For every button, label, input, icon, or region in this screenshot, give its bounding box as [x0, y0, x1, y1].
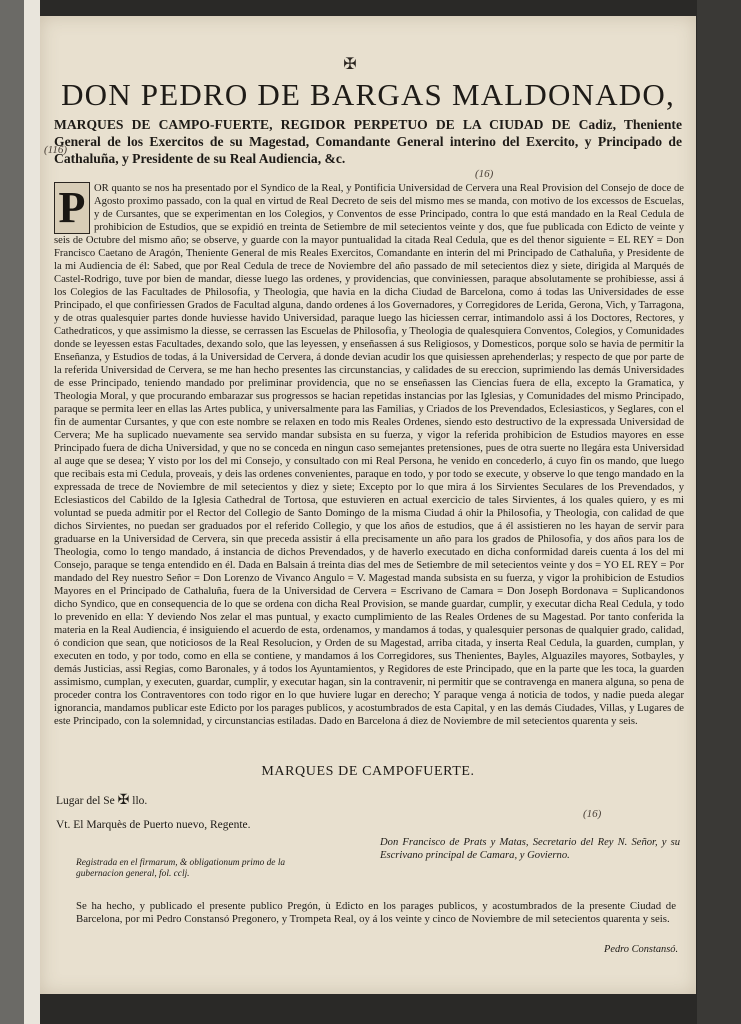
proclamation-note: Se ha hecho, y publicado el presente publico Pregón, ù Edicto en los parages publicos, y acostumbrados de la presente Ciudad de Barcelona, por mi Pedro Constansó Pregonero, y Trompeta Real, oy á los veinte y cinco de Noviembre de mil setecientos quarenta y seis. [76, 900, 676, 925]
archive-annotation: (116) [44, 144, 68, 156]
seal-icon: ✠ [117, 793, 130, 808]
edict-body [54, 182, 684, 728]
edict-body-text: OR quanto se nos ha presentado por el Syndico de la Real, y Pontificia Universidad de Cervera una Real Provision del Consejo de doce de Agosto proximo passado, con la qual en virtud de Real Decreto de seis del mismo mes se manda, con motivo de los excessos de Escuelas, y de Cursantes, que se experimentan en los Colegios, y Conventos de esse Principado, contra lo que está mandado en la Real Cedula de prohibicion de Estudios, que se expidió en treinta de Setiembre de mil setecientos veinte y dos, que fue publicada con Edicto de veinte y seis de Octubre del mismo año; se observe, y guarde con la mayor puntualidad la citada Real Cedula, que es del thenor siguiente = EL REY = Don Francisco Caetano de Aragón, Theniente General de mis Reales Exercitos, Comandante en interin del mi Principado de Cathaluña, y Presidente de la mi Audiencia de él: Sabed, que por Real Cedula de trece de Noviembre del año passado de mil setecientos diez y siete, dirigida al Marqués de Castel-Rodrigo, tuve por bien de mandar, diesse luego las ordenes, y providencias, que conviniessen, paraque absolutamente se prohibiesse, assi á los Colegios de las Facultades de Philosofia, y Theologia, que havia en la dicha Ciudad de Barcelona, como á todas las Universidades de esse Principado, el que confiriessen Grados de Facultad alguna, dando ordenes á los Governadores, y Corregidores de Lerida, Gerona, Vich, y Tarragona, y de otras qualesquier partes donde huviesse havido Universidad, paraque luego las hiciessen cerrar, intimandolo assi á los Doctores, Rectores, y Cathedraticos, y que assimismo la diesse, se cerrassen las Escuelas de Philosofia, y Theologia de qualesquiera Conventos, Colegios, y Comunidades donde se leyessen estas Facultades, dexando solo, que las leyessen, y enseñassen á sus Religiosos, y Domesticos, porque solo se havia de permitir la Enseñanza, y Estudios de todas, á la Universidad de Cervera, á donde devian acudir los que quisiessen aprehenderlas; y respecto de que por parte de la referida Universidad de Cervera, se me han hecho presentes las circunstancias, y calidades de su ereccion, suprimiendo las demás Universidades de esse Principado, teniendo mandado por preliminar providencia, que no se enseñassen las Ciencias fuera de ella, excepto la Gramatica, y Theologia Moral, y que procurando embarazar sus progressos se hacian repetidas instancias por las Iglesias, y Comunidades del mismo Principado, paraque se permita leer en ellas las Artes publica, y universalmente para las Familias, y Criados de los Prevendados, Eclesiasticos, y Seglares, con el fin de aumentar Cursantes, y que con este nombre se relaxen en todo mis Reales Ordenes, siendo esto destructivo de la expressada Universidad de Cervera; Me ha suplicado nuevamente sea servido mandar subsista en su fuerza, y vigor la referida prohibicion de Estudios mayores en esse Principado fuera de dicha Universidad, y que no se conceda en ningun caso semejantes pretensiones, pues de otra suerte no llegára esta Universidad al auge que se desea; Y visto por los del mi Consejo, y consultado con mi Real Persona, he venido en concederlo, á cuyo fin os mando, que luego que recibais esta mi Cedula, proveais, y deis las ordenes convenientes, paraque en todo, y por todo se execute, y observe lo que tengo mandado en la expressada de trece de Noviembre de mil setecientos y diez y siete; Excepto por lo que mira á los Sirvientes Seculares de los Prevendados, y Eclesiasticos del Cabildo de la Iglesia Cathedral de Tortosa, que estuvieren en actual exercicio de tales Sirvientes, á los quales quiero, y es mi voluntad se pueda admitir por el Rector del Collegio de Santo Domingo de la misma Ciudad á ohir la Philosofia, y Theologia, con calidad de que dichos Sirvientes, no puedan ser graduados por el referido Collegio, y que los años de estudios, que á él assistieren no les hayan de servir para graduarse en la Universidad de Cervera, sin que preceda assistir á ella precisamente un año para los grados de Philosofia, y dos años para los de Theologia, como lo tengo mandado, á instancia de dichos Prevendados, y de haverlo executado en dicha conformidad dareis cuenta á los del mi Consejo, paraque se tenga entendido en él. Dada en Balsain á treinta dias del mes de Setiembre de mil setecientos veinte y dos = YO EL REY = Por mandado del Rey nuestro Señor = Don Lorenzo de Vivanco Angulo = V. Magestad manda subsista en su fuerza, y vigor la prohibicion de Estudios Mayores en el Principado de Cathaluña, fuera de la Universidad de Cervera = Escrivano de Camara = Don Joseph Bordonava = Suplicandonos dicho Syndico, que en consequencia de lo que se ordena con dicha Real Provision, se mande guardar, cumplir, y executar dicha Real Cedula, y todo lo prevenido en ella: Y deviendo Nos zelar el mas puntual, y exacto cumplimiento de las Reales Ordenes de su Magestad. Por tanto conferida la materia en la Real Audiencia, é insiguiendo el acuerdo de esta, ordenamos, y mandamos á todas, y qualesquier personas de qualquier grado, calidad, ó condicion que sean, que noticiosos de la Real Resolucion, y Orden de su Magestad, arriba citada, y inserta Real Cedula, la guarden, cumplan, y executen en todo, y por todo, como en ella se contiene, y mandamos á los Corregidores, sus Thenientes, Bayles, Alguaziles mayores, Sotbayles, y demás Justicias, assi Regias, como Baronales, y á todos los Ayuntamientos, y Regidores de este Principado, que en la parte que les toca, la guarden assimismo, cumplan, y executen, guardar, cumplir, y executar hagan, sin la contravenir, ni permitir que se contravenga en manera alguna, so pena de proceder contra los Contraventores con todo rigor en lo que huviere lugar en derecho; Y paraque venga á noticia de todos, y nadie pueda alegar ignorancia, mandamos publicar este Edicto por los parages publicos, y acostumbrados de esta Capital, y en las demás Ciudades, Villas, y Lugares de este Principado, con la solemnidad, y circunstancias estiladas. Dado en Barcelona á diez de Noviembre de mil setecientos quarenta y seis. [54, 183, 684, 727]
registry-note: Registrada en el firmarum, & obligationum primo de la gubernacion general, fol. cclj. [76, 858, 286, 879]
archive-annotation: (16) [583, 808, 602, 820]
seal-place [56, 792, 147, 809]
secretary-line: Don Francisco de Prats y Matas, Secretario del Rey N. Señor, y su Escrivano principal de Camara, y Govierno. [380, 837, 680, 861]
document-title: DON PEDRO DE BARGAS MALDONADO, [61, 77, 675, 112]
seal-place-text-after: llo. [132, 795, 148, 807]
drop-cap: P [54, 182, 90, 234]
seal-place-text-before: Lugar del Se [56, 795, 115, 807]
crier-signature: Pedro Constansó. [604, 944, 679, 955]
adjacent-page-edge [24, 0, 40, 1024]
document-subtitle: MARQUES DE CAMPO-FUERTE, REGIDOR PERPETUO DE LA CIUDAD DE Cadiz, Theniente General de los Exercitos de su Magestad, Comandante General interino del Exercito, y Principado de Cathaluña, y Presidente de su Real Audiencia, &c. [54, 117, 682, 166]
scan-background-right [697, 0, 741, 1024]
regent-line: Vt. El Marquès de Puerto nuevo, Regente. [56, 819, 251, 831]
signatory-title: MARQUES DE CAMPOFUERTE. [261, 764, 475, 779]
cross-ornament: ✠ [343, 54, 357, 73]
scan-background-left [0, 0, 24, 1024]
document-page [40, 16, 696, 994]
archive-annotation: (16) [475, 168, 494, 180]
